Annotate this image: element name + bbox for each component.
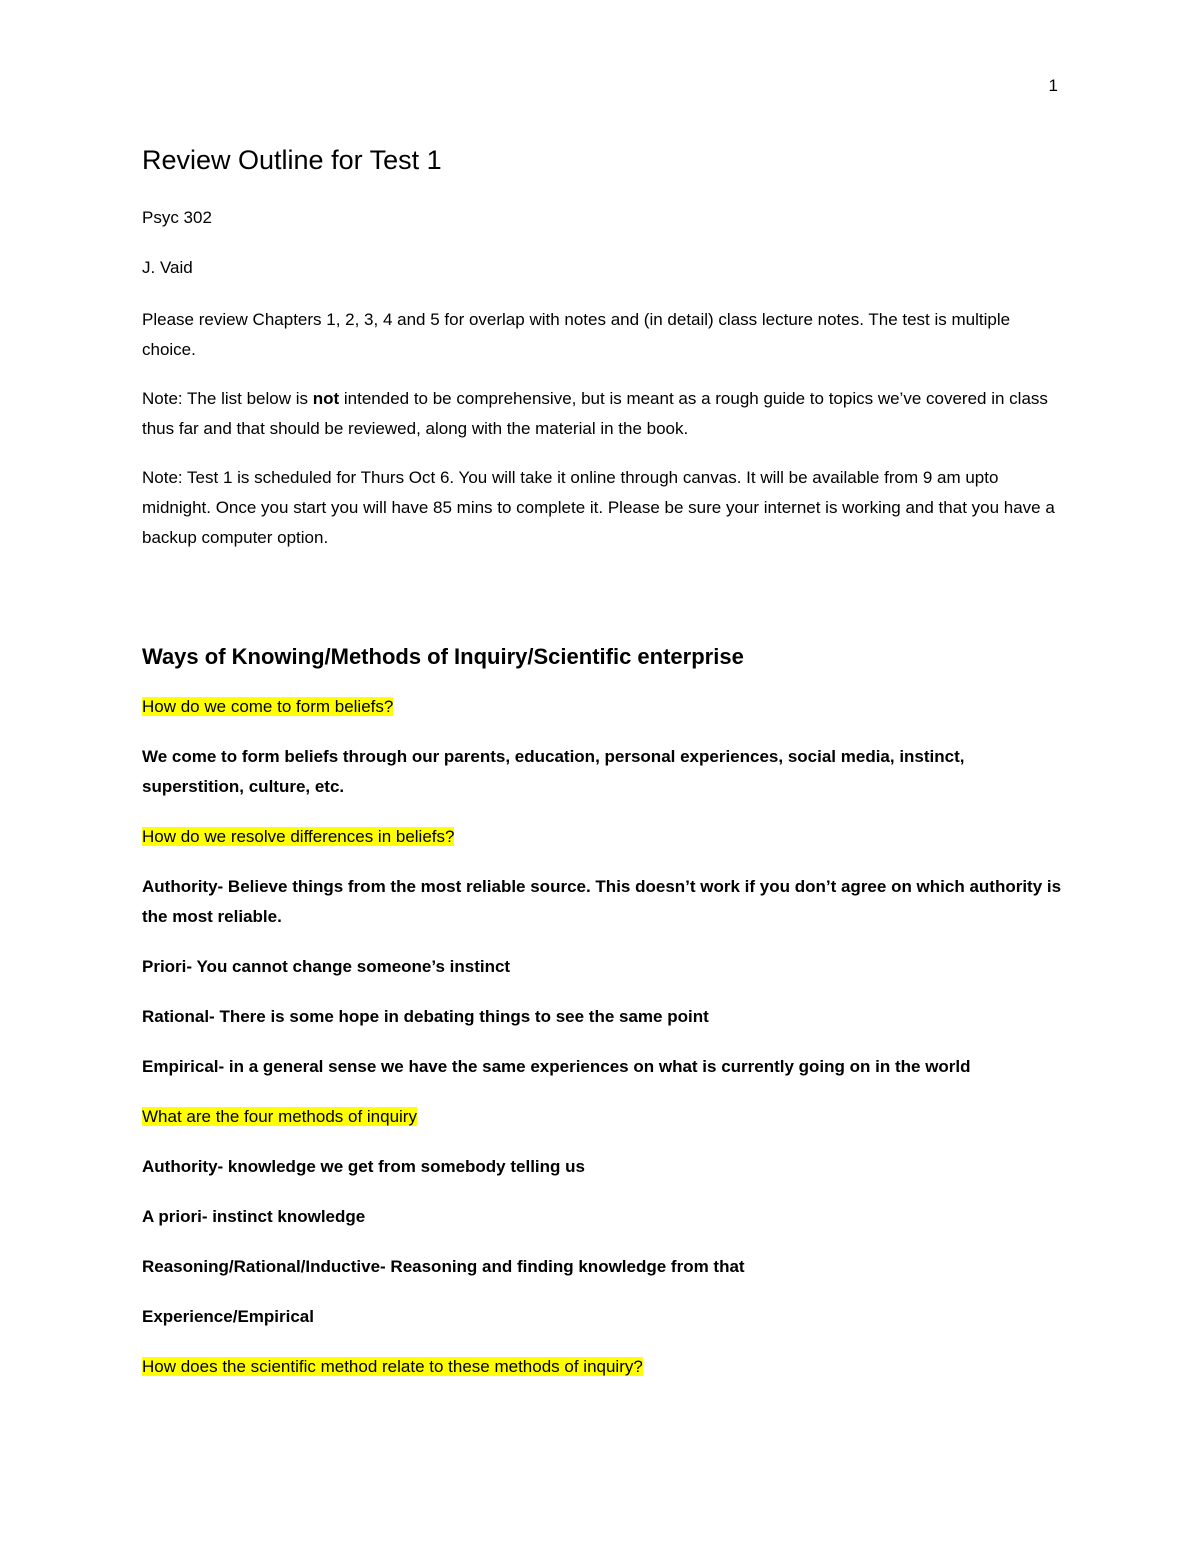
outline-items xyxy=(142,692,1062,1382)
answer-item: Rational- There is some hope in debating things to see the same point xyxy=(142,1007,709,1026)
intro-paragraph: Please review Chapters 1, 2, 3, 4 and 5 for overlap with notes and (in detail) class lecture notes. The test is multiple choice. xyxy=(142,310,1011,359)
note1-emphasis: not xyxy=(312,389,340,408)
highlighted-question: What are the four methods of inquiry xyxy=(142,1107,417,1126)
answer-item: Priori- You cannot change someone’s instinct xyxy=(142,957,511,976)
section-heading: Ways of Knowing/Methods of Inquiry/Scientific enterprise xyxy=(142,644,744,669)
question-item xyxy=(142,822,1062,852)
highlighted-question: How does the scientific method relate to these methods of inquiry? xyxy=(142,1357,643,1376)
question-item xyxy=(142,1352,1062,1382)
instructor-name: J. Vaid xyxy=(142,258,193,277)
highlighted-question: How do we come to form beliefs? xyxy=(142,697,394,716)
answer-item: Reasoning/Rational/Inductive- Reasoning and finding knowledge from that xyxy=(142,1257,745,1276)
highlighted-question: How do we resolve differences in beliefs? xyxy=(142,827,455,846)
question-item xyxy=(142,692,1062,722)
note1-prefix: Note: The list below is xyxy=(142,389,313,408)
question-item xyxy=(142,1102,1062,1132)
answer-item: Authority- Believe things from the most reliable source. This doesn’t work if you don’t agree on which authority is the most reliable. xyxy=(142,877,1062,926)
answer-item: A priori- instinct knowledge xyxy=(142,1207,366,1226)
document-body xyxy=(142,140,1062,1402)
page-number: 1 xyxy=(1048,76,1058,95)
note1-suffix: intended to be comprehensive, but is meant as a rough guide to topics we’ve covered in class thus far and that should be reviewed, along with the material in the book. xyxy=(142,389,1048,438)
answer-item: Empirical- in a general sense we have the same experiences on what is currently going on in the world xyxy=(142,1057,971,1076)
note-paragraph-1 xyxy=(142,384,1062,444)
answer-item: Experience/Empirical xyxy=(142,1307,314,1326)
note-paragraph-2: Note: Test 1 is scheduled for Thurs Oct 6. You will take it online through canvas. It will be available from 9 am upto midnight. Once you start you will have 85 mins to complete it. Please be sure your internet is working and that you have a backup computer option. xyxy=(142,468,1055,547)
course-code: Psyc 302 xyxy=(142,208,212,227)
document-title: Review Outline for Test 1 xyxy=(142,145,442,175)
answer-item: We come to form beliefs through our parents, education, personal experiences, social media, instinct, superstition, culture, etc. xyxy=(142,747,965,796)
answer-item: Authority- knowledge we get from somebody telling us xyxy=(142,1157,585,1176)
